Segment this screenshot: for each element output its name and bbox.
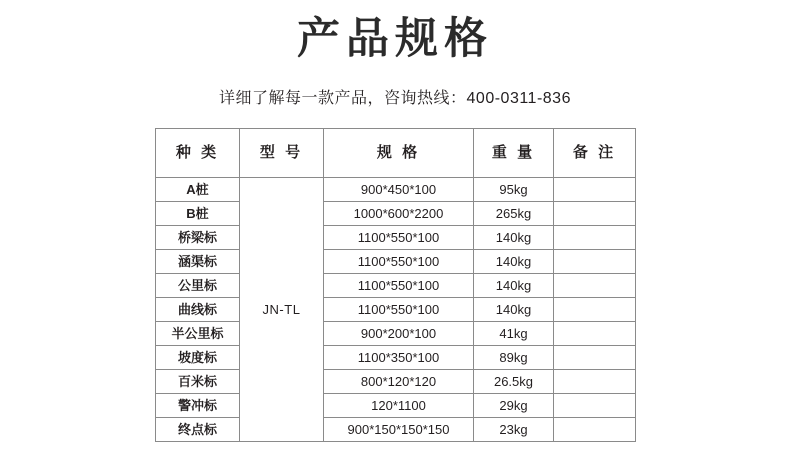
table-row	[156, 226, 636, 250]
cell-note	[554, 370, 636, 394]
cell-kind: 坡度标	[156, 346, 240, 370]
page-title: 产品规格	[297, 14, 493, 64]
cell-note	[554, 418, 636, 442]
table-row	[156, 250, 636, 274]
table-row	[156, 274, 636, 298]
cell-note	[554, 394, 636, 418]
cell-note	[554, 202, 636, 226]
cell-spec: 1100*550*100	[324, 274, 474, 298]
cell-weight: 140kg	[474, 298, 554, 322]
cell-weight: 265kg	[474, 202, 554, 226]
cell-weight: 26.5kg	[474, 370, 554, 394]
cell-spec: 900*200*100	[324, 322, 474, 346]
cell-kind: 终点标	[156, 418, 240, 442]
cell-note	[554, 178, 636, 202]
column-header-spec: 规 格	[324, 129, 474, 178]
cell-kind: 公里标	[156, 274, 240, 298]
cell-model: JN-TL	[240, 178, 324, 442]
column-header-note: 备 注	[554, 129, 636, 178]
cell-weight: 89kg	[474, 346, 554, 370]
column-header-kind: 种 类	[156, 129, 240, 178]
cell-spec: 1000*600*2200	[324, 202, 474, 226]
cell-kind: 警冲标	[156, 394, 240, 418]
cell-spec: 900*450*100	[324, 178, 474, 202]
spec-table-body	[156, 178, 636, 442]
cell-kind: 曲线标	[156, 298, 240, 322]
cell-weight: 140kg	[474, 274, 554, 298]
cell-weight: 95kg	[474, 178, 554, 202]
cell-kind: 涵渠标	[156, 250, 240, 274]
table-row	[156, 394, 636, 418]
table-row	[156, 178, 636, 202]
cell-note	[554, 226, 636, 250]
cell-spec: 1100*550*100	[324, 250, 474, 274]
cell-weight: 140kg	[474, 250, 554, 274]
cell-note	[554, 346, 636, 370]
cell-weight: 41kg	[474, 322, 554, 346]
cell-kind: A桩	[156, 178, 240, 202]
column-header-model: 型 号	[240, 129, 324, 178]
column-header-weight: 重 量	[474, 129, 554, 178]
cell-weight: 140kg	[474, 226, 554, 250]
table-row	[156, 322, 636, 346]
cell-spec: 120*1100	[324, 394, 474, 418]
page-subtitle: 详细了解每一款产品，咨询热线：400-0311-836	[219, 90, 571, 108]
spec-table-head	[156, 129, 636, 178]
table-row	[156, 202, 636, 226]
table-row	[156, 346, 636, 370]
cell-note	[554, 274, 636, 298]
cell-kind: 百米标	[156, 370, 240, 394]
spec-table	[155, 128, 636, 442]
table-row	[156, 298, 636, 322]
cell-kind: 桥梁标	[156, 226, 240, 250]
table-row	[156, 370, 636, 394]
cell-spec: 1100*550*100	[324, 298, 474, 322]
cell-note	[554, 250, 636, 274]
cell-kind: 半公里标	[156, 322, 240, 346]
cell-note	[554, 322, 636, 346]
table-row	[156, 418, 636, 442]
cell-weight: 23kg	[474, 418, 554, 442]
cell-spec: 900*150*150*150	[324, 418, 474, 442]
cell-spec: 1100*550*100	[324, 226, 474, 250]
table-header-row	[156, 129, 636, 178]
cell-note	[554, 298, 636, 322]
page-title-wrap	[0, 0, 790, 63]
spec-table-wrap	[155, 128, 635, 442]
cell-spec: 1100*350*100	[324, 346, 474, 370]
cell-kind: B桩	[156, 202, 240, 226]
cell-weight: 29kg	[474, 394, 554, 418]
cell-spec: 800*120*120	[324, 370, 474, 394]
